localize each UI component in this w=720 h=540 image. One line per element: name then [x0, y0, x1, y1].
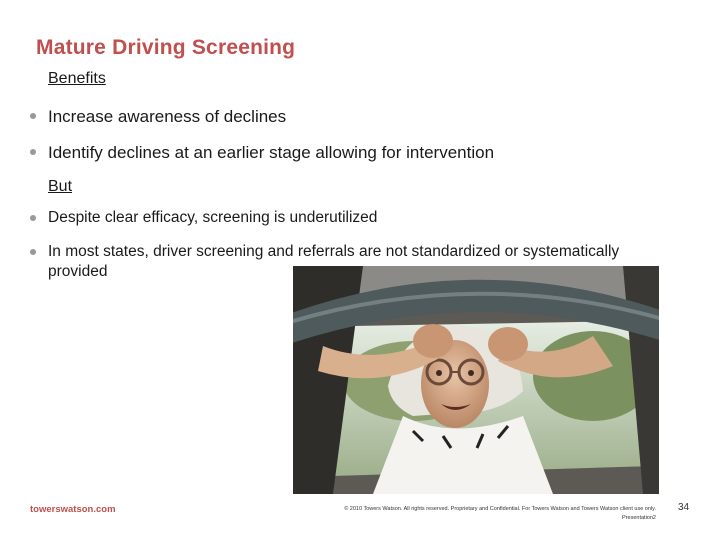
bullet-item — [30, 106, 650, 127]
bullet-dot — [30, 215, 36, 221]
bullet-text: Increase awareness of declines — [48, 107, 287, 126]
bullet-text: Despite clear efficacy, screening is underutilized — [48, 209, 378, 226]
footer-copyright — [318, 505, 656, 523]
footer-brand[interactable]: towerswatson.com — [30, 504, 116, 515]
bullet-dot — [30, 249, 36, 255]
page-number: 34 — [678, 502, 690, 513]
bullet-item — [30, 142, 650, 163]
elderly-driver-illustration — [293, 266, 659, 494]
bullet-item — [30, 208, 650, 228]
section-label-but: But — [48, 178, 73, 195]
bullet-dot — [30, 149, 36, 155]
copyright-line: Presentation2 — [622, 515, 656, 521]
bullet-text: Identify declines at an earlier stage allowing for intervention — [48, 143, 495, 162]
bullet-text: In most states, driver screening and referrals are not standardized or systematically provided — [48, 243, 620, 280]
bullet-dot — [30, 113, 36, 119]
section-label-benefits: Benefits — [48, 70, 106, 87]
slide-title: Mature Driving Screening — [36, 36, 296, 59]
driver-photo — [293, 266, 659, 494]
copyright-line: © 2010 Towers Watson. All rights reserved. Proprietary and Confidential. For Towers Watson and Towers Watson client use only. — [344, 506, 656, 512]
